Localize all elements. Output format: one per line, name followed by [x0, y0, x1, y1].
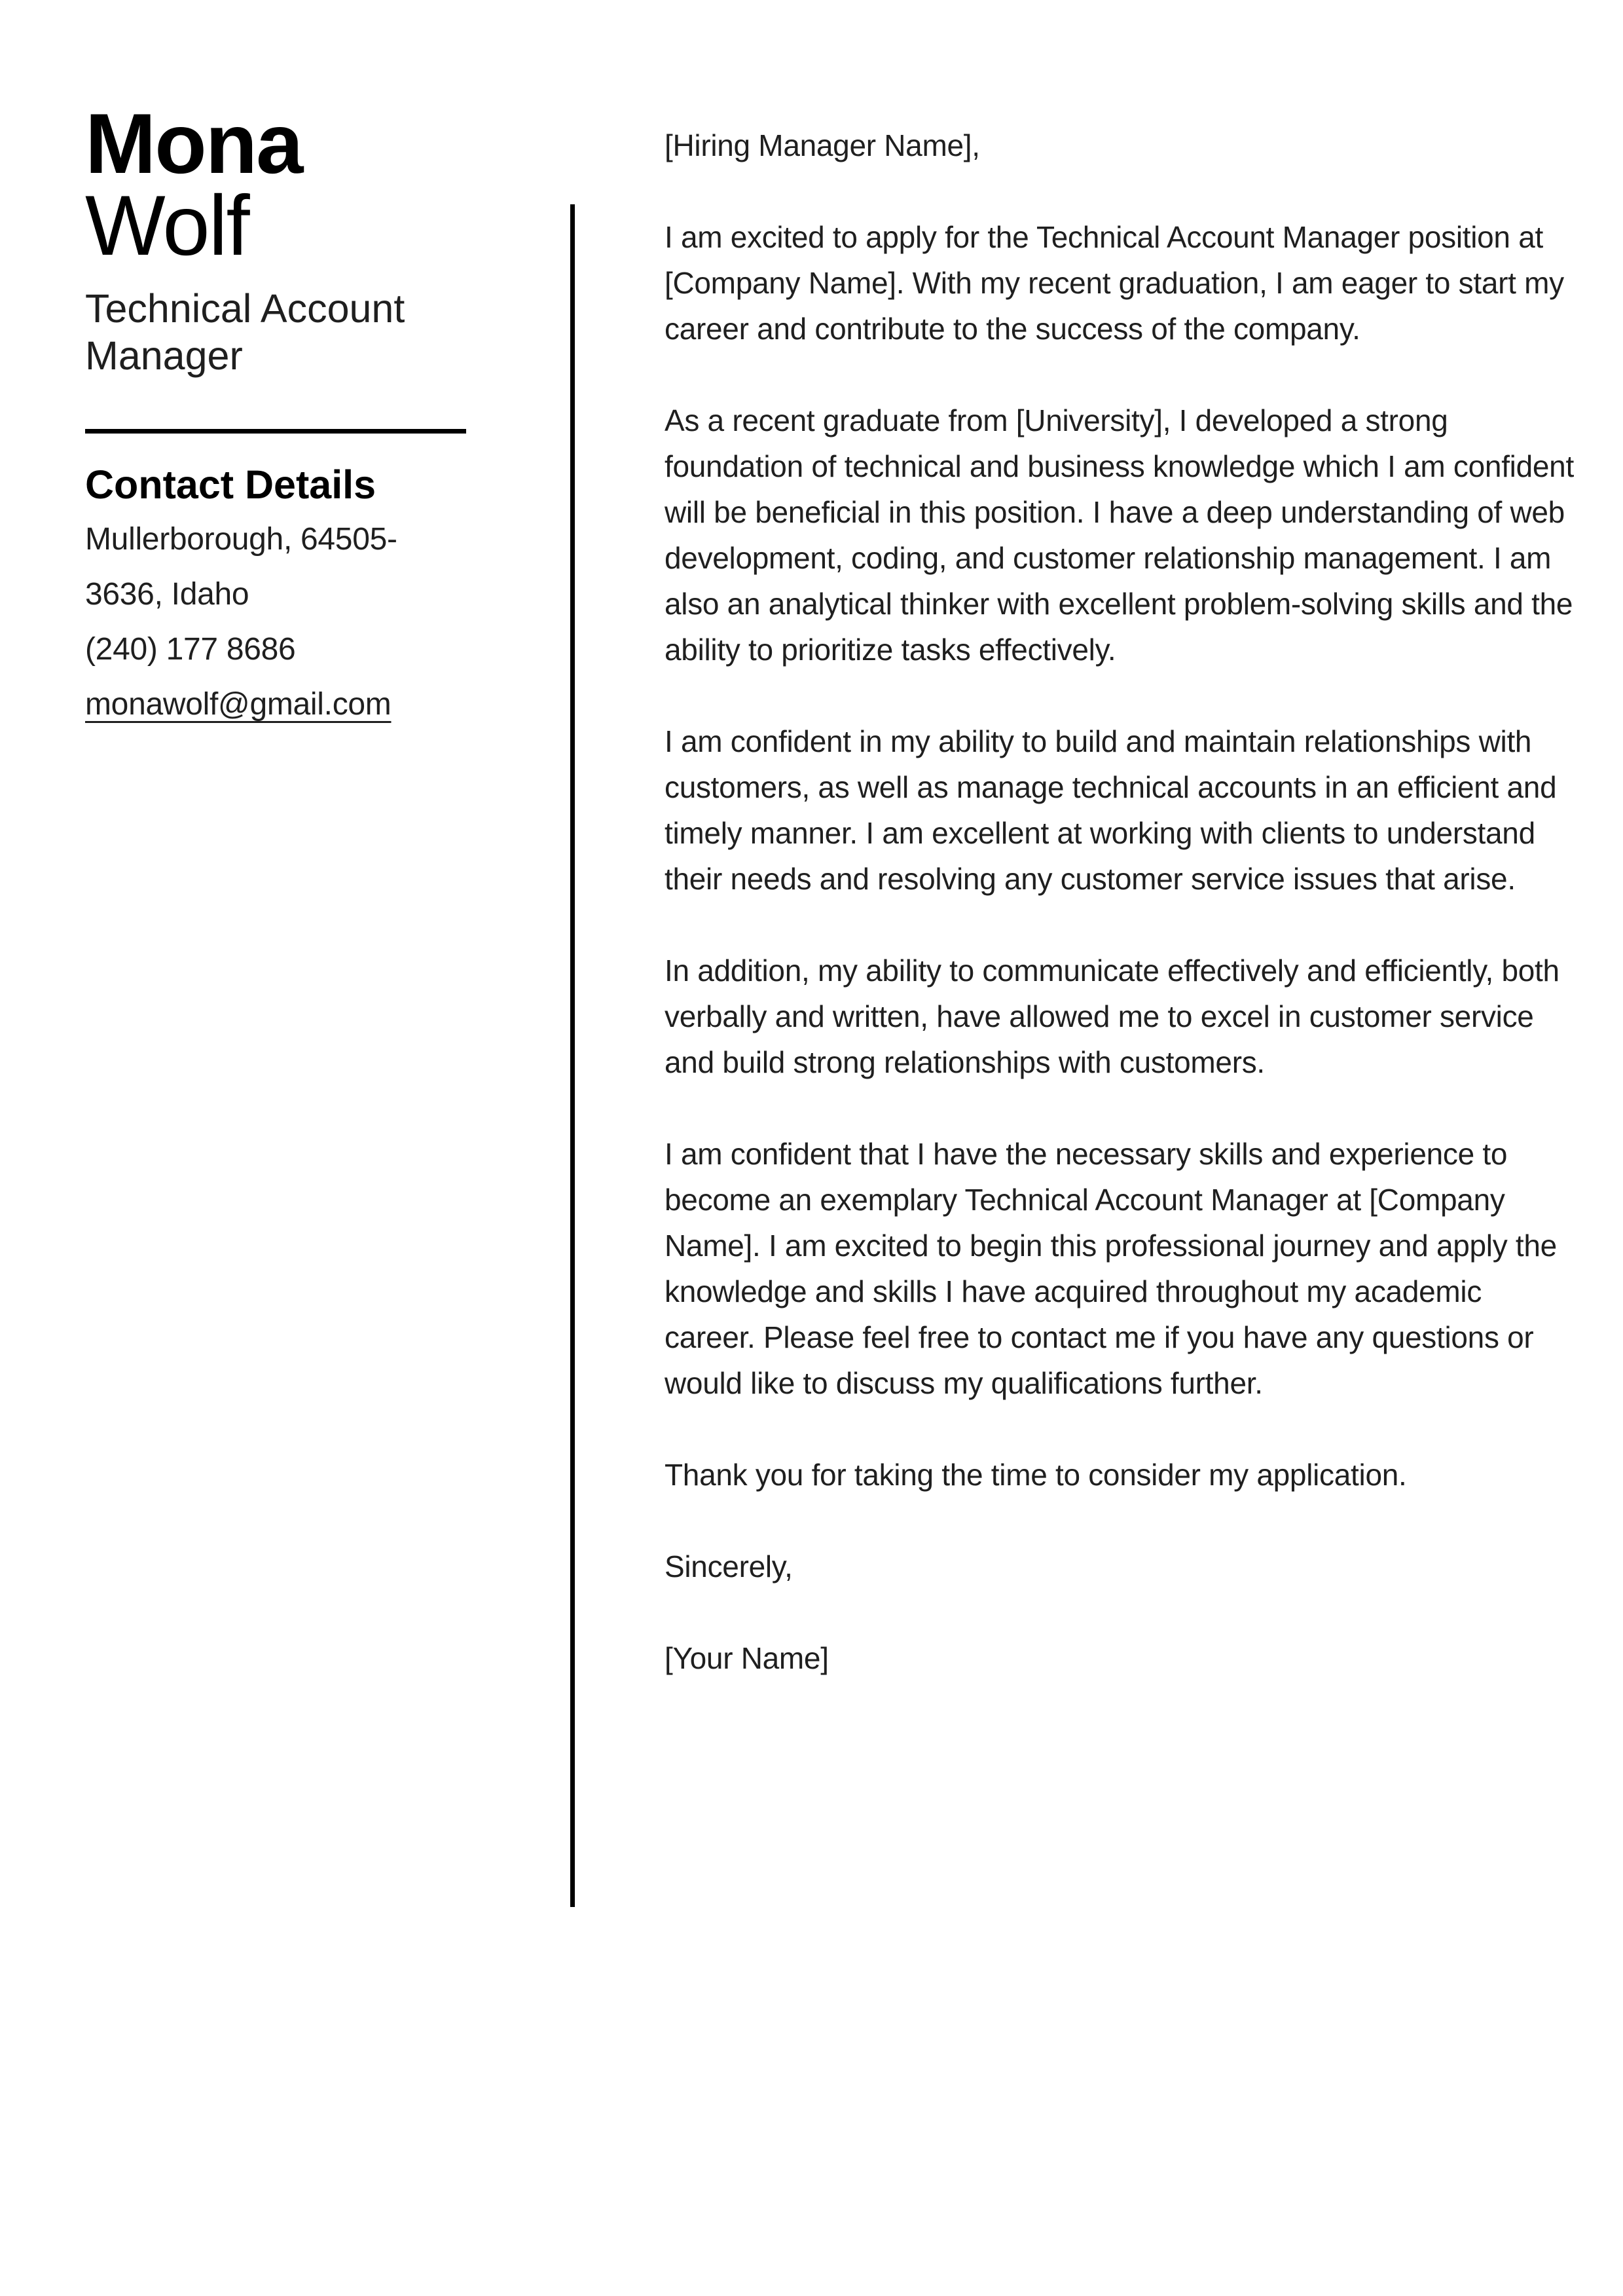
email-link[interactable]: monawolf@gmail.com	[85, 687, 392, 722]
letter-paragraph: In addition, my ability to communicate effectively and efficiently, both verbally and written, have allowed me to excel in customer service and build strong relationships with customers.	[665, 954, 1559, 1079]
letter-divider-bar	[570, 204, 575, 1907]
closing-thanks: Thank you for taking the time to consider my application.	[665, 1458, 1407, 1492]
letter-paragraph: I am excited to apply for the Technical Account Manager position at [Company Name]. With my recent graduation, I am eager to start my career and contribute to the success of the company.	[665, 220, 1564, 346]
contact-email	[85, 677, 504, 732]
first-name: Mona	[85, 96, 302, 191]
contact-details-heading: Contact Details	[85, 462, 376, 507]
contact-phone: (240) 177 8686	[85, 632, 296, 667]
signature: [Your Name]	[665, 1641, 829, 1675]
letter-paragraphs	[665, 214, 1575, 1406]
signoff: Sincerely,	[665, 1549, 793, 1583]
sidebar	[85, 96, 504, 732]
contact-address-line-2: 3636, Idaho	[85, 577, 249, 612]
salutation: [Hiring Manager Name],	[665, 128, 980, 162]
contact-list	[85, 512, 504, 732]
letter-paragraph: As a recent graduate from [University], I developed a strong foundation of technical and business knowledge which I am confident will be beneficial in this position. I have a deep understanding of web development, coding, and customer relationship management. I am also an analytical thinker with excellent problem-solving skills and the ability to prioritize tasks effectively.	[665, 403, 1574, 667]
sidebar-divider-rule	[85, 429, 466, 434]
contact-address-line-1: Mullerborough, 64505-	[85, 522, 397, 557]
person-name	[85, 96, 504, 273]
last-name: Wolf	[85, 177, 249, 273]
letter-paragraph: I am confident that I have the necessary skills and experience to become an exemplary Technical Account Manager at [Company Name]. I am excited to begin this professional journey and apply the knowledge and skills I have acquired throughout my academic career. Please feel free to contact me if you have any questions or would like to discuss my qualifications further.	[665, 1137, 1557, 1400]
letter-paragraph: I am confident in my ability to build and maintain relationships with customers, as well as manage technical accounts in an efficient and timely manner. I am excellent at working with clients to understand their needs and resolving any customer service issues that arise.	[665, 724, 1557, 896]
job-title: Technical Account Manager	[85, 286, 405, 378]
letter-body	[665, 122, 1575, 1681]
